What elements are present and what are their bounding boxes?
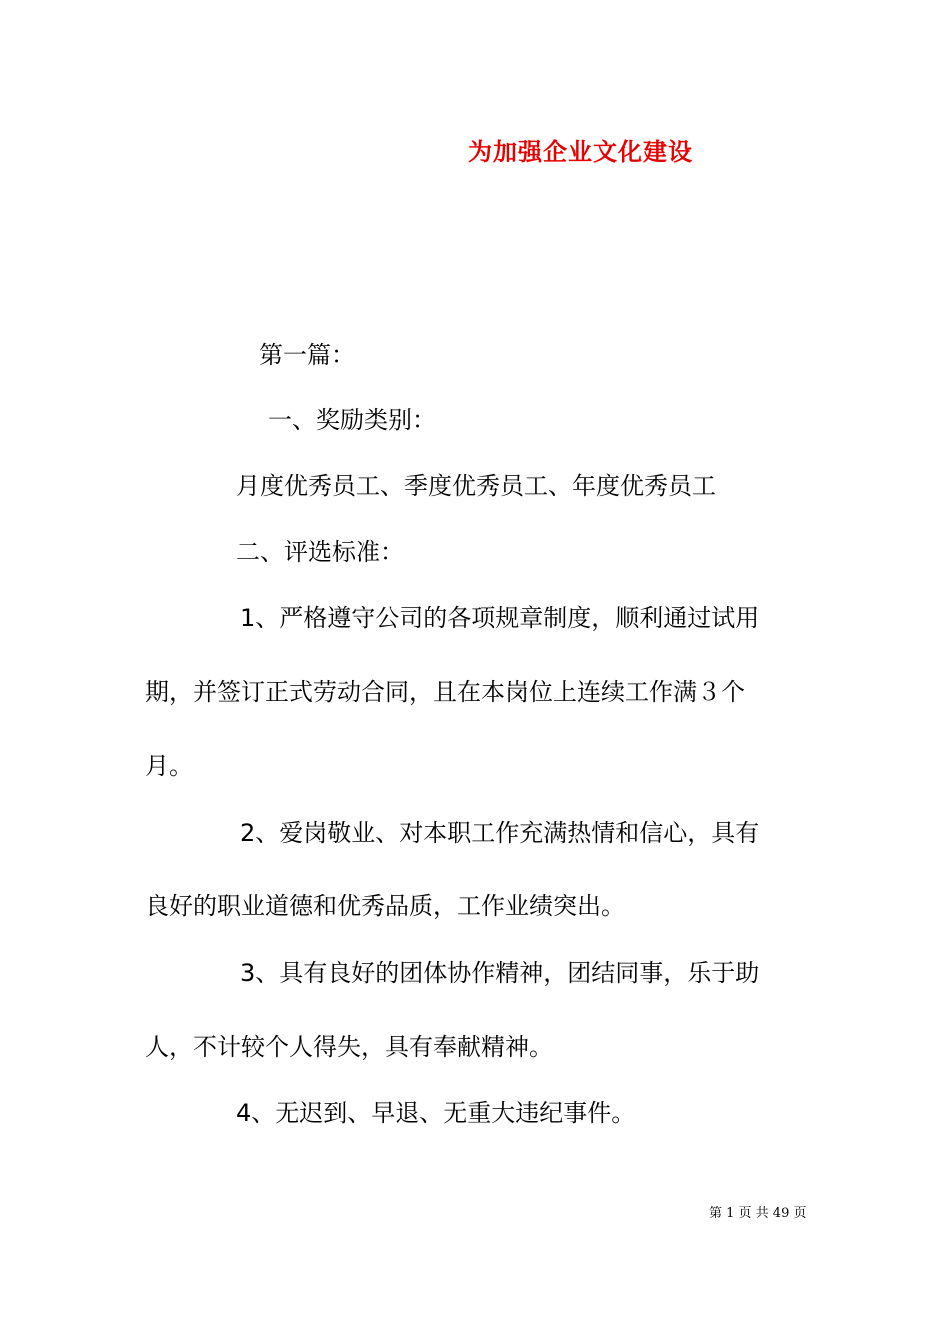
paragraph-line: 3、具有良好的团体协作精神，团结同事，乐于助	[240, 959, 760, 987]
page-number: 第 1 页 共 49 页	[709, 1206, 807, 1221]
paragraph-line: 2、爱岗敬业、对本职工作充满热情和信心，具有	[240, 819, 760, 847]
paragraph-line: 一、奖励类别：	[268, 406, 436, 434]
paragraph-line: 1、严格遵守公司的各项规章制度，顺利通过试用	[240, 604, 760, 632]
paragraph-line: 二、评选标准：	[236, 538, 404, 566]
paragraph-line: 月。	[145, 752, 193, 780]
document-title: 为加强企业文化建设	[468, 137, 693, 166]
paragraph-line: 第一篇：	[259, 341, 355, 369]
paragraph-line: 月度优秀员工、季度优秀员工、年度优秀员工	[236, 472, 716, 500]
paragraph-line: 人，不计较个人得失，具有奉献精神。	[145, 1033, 553, 1061]
paragraph-line: 良好的职业道德和优秀品质，工作业绩突出。	[145, 892, 625, 920]
paragraph-line: 4、无迟到、早退、无重大违纪事件。	[236, 1099, 636, 1127]
paragraph-line: 期，并签订正式劳动合同，且在本岗位上连续工作满３个	[145, 678, 745, 706]
